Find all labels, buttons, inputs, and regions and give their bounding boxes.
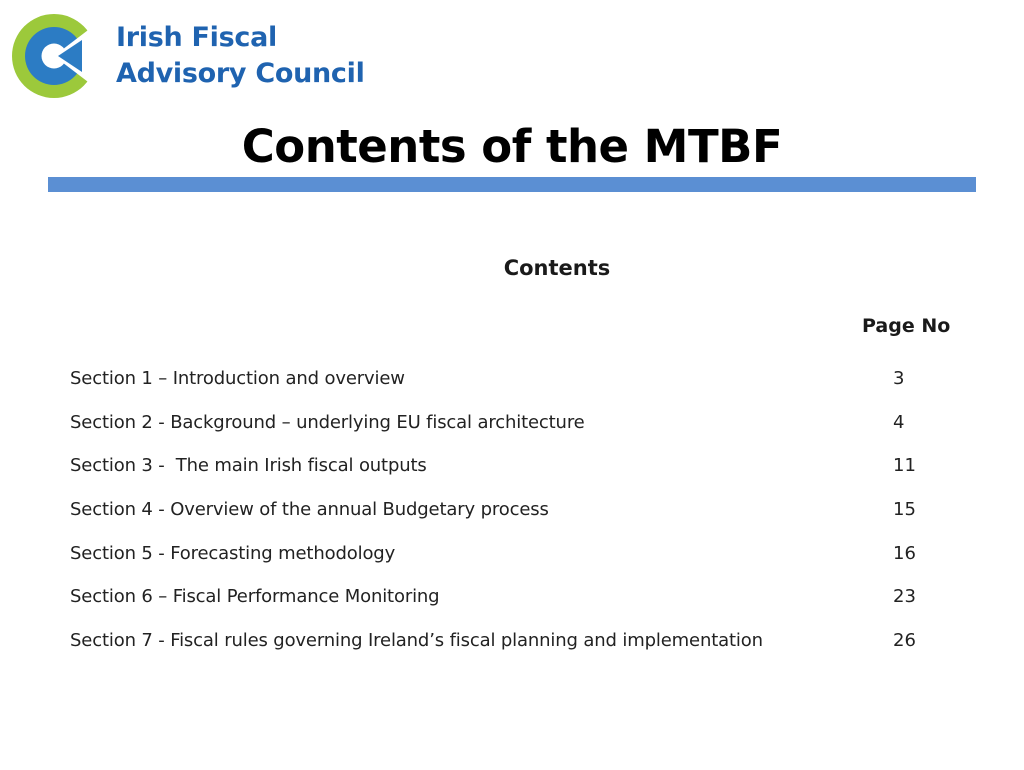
toc-entry: [70, 539, 950, 583]
contents-heading: Contents: [503, 256, 611, 280]
toc-entry: [70, 495, 950, 539]
toc-entry-title: Section 1 – Introduction and overview: [70, 368, 405, 389]
toc-entry-title: Section 6 – Fiscal Performance Monitoring: [70, 586, 440, 608]
toc-entry: [70, 626, 950, 670]
toc-entry-page: 26: [893, 630, 916, 652]
toc-entry-page: 11: [893, 455, 916, 477]
fiscal-council-logo-icon: [12, 14, 96, 98]
toc-entry-page: 23: [893, 586, 916, 608]
toc-entry-page: 4: [893, 411, 905, 433]
organization-name: [116, 20, 365, 92]
organization-name-line-2: Advisory Council: [116, 58, 365, 89]
toc-entry-title: Section 7 - Fiscal rules governing Ireland’s fiscal planning and implementation: [70, 630, 763, 652]
page-no-column-header: Page No: [862, 315, 951, 337]
toc-entry-title: Section 3 - The main Irish fiscal outputs: [70, 455, 427, 477]
toc-entry: [70, 582, 950, 626]
toc-entry: [70, 408, 950, 452]
toc-entry-page: 16: [893, 542, 916, 564]
table-of-contents: [70, 364, 950, 670]
title-divider: [48, 177, 976, 192]
toc-entry-title: Section 4 - Overview of the annual Budgetary process: [70, 499, 549, 521]
organization-name-line-1: Irish Fiscal: [116, 22, 277, 53]
toc-entry-title: Section 5 - Forecasting methodology: [70, 542, 396, 564]
toc-entry-title: Section 2 - Background – underlying EU fiscal architecture: [70, 411, 585, 433]
toc-entry-page: 3: [893, 368, 905, 389]
toc-entry-page: 15: [893, 499, 916, 521]
toc-entry: [70, 364, 950, 408]
slide-title: Contents of the MTBF: [241, 120, 783, 173]
toc-entry: [70, 451, 950, 495]
